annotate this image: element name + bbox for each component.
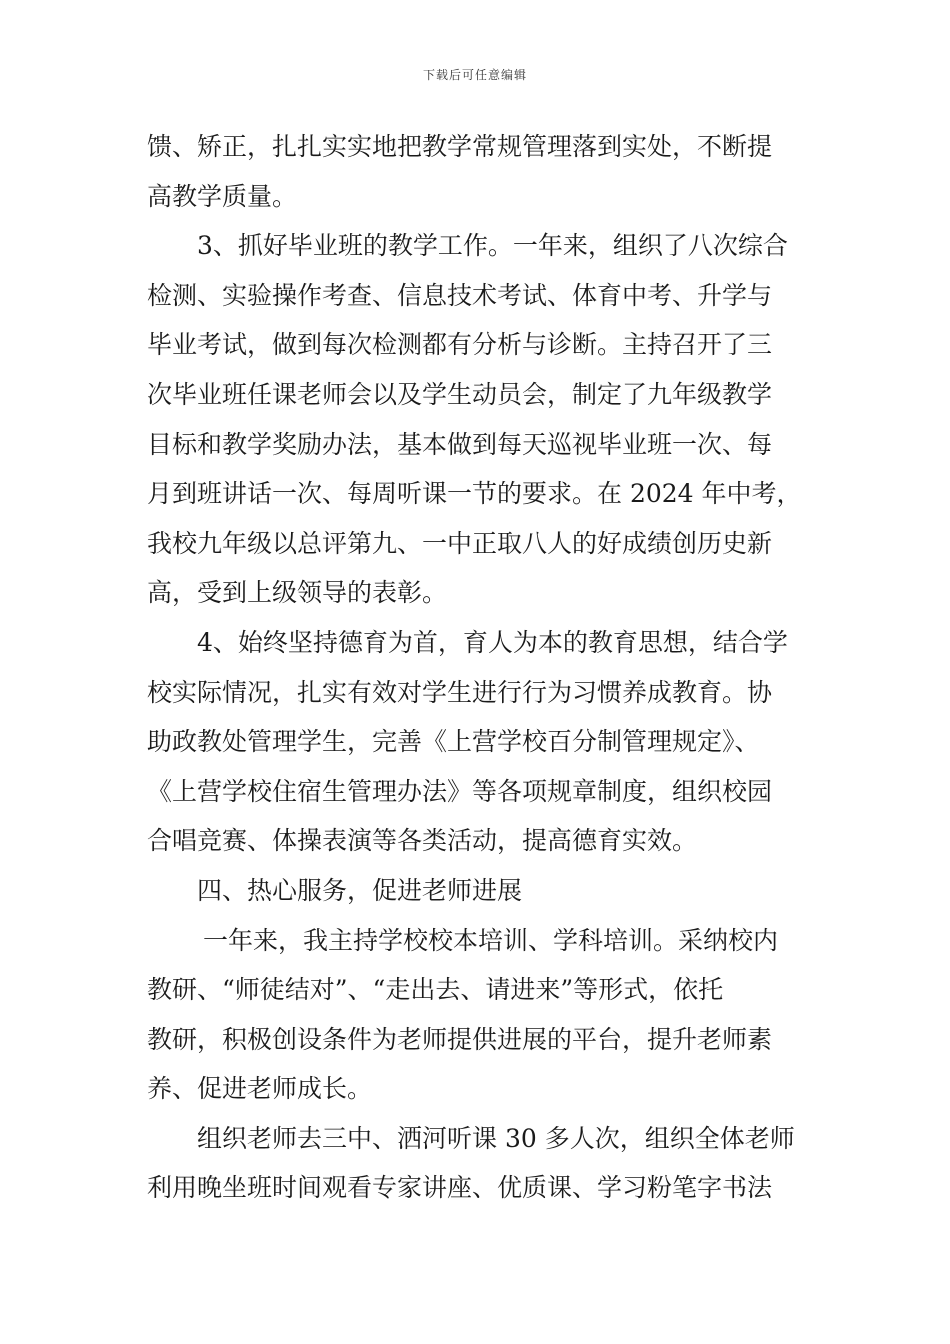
text-line: 检测、实验操作考查、信息技术考试、体育中考、升学与 (147, 280, 773, 310)
paragraph-start-line: 4、始终坚持德育为首，育人为本的教育思想，结合学 (197, 627, 788, 657)
section-heading: 四、热心服务，促进老师进展 (197, 875, 523, 905)
text-line: 养、促进老师成长。 (147, 1074, 373, 1104)
document-body (147, 122, 812, 1213)
text-line: 校实际情况，扎实有效对学生进行行为习惯养成教育。协 (147, 677, 773, 707)
text-line: 毕业考试，做到每次检测都有分析与诊断。主持召开了三 (147, 330, 773, 360)
text-line: 高教学质量。 (147, 181, 298, 211)
text-line: 目标和教学奖励办法，基本做到每天巡视毕业班一次、每 (147, 429, 773, 459)
text-line: 教研，积极创设条件为老师提供进展的平台，提升老师素 (147, 1024, 773, 1054)
text-line: 次毕业班任课老师会以及学生动员会，制定了九年级教学 (147, 379, 773, 409)
text-line: 利用晚坐班时间观看专家讲座、优质课、学习粉笔字书法 (147, 1173, 773, 1203)
paragraph-start-line: 3、抓好毕业班的教学工作。一年来，组织了八次综合 (197, 231, 788, 261)
paragraph-start-line: 一年来，我主持学校校本培训、学科培训。采纳校内 (203, 925, 779, 955)
paragraph-start-line: 组织老师去三中、洒河听课 30 多人次，组织全体老师 (197, 1123, 795, 1153)
text-line: 合唱竞赛、体操表演等各类活动，提高德育实效。 (147, 826, 698, 856)
text-line: 高，受到上级领导的表彰。 (147, 578, 448, 608)
text-line: 馈、矫正，扎扎实实地把教学常规管理落到实处，不断提 (147, 132, 773, 161)
text-line: 《上营学校住宿生管理办法》等各项规章制度，组织校园 (147, 776, 773, 806)
text-line: 我校九年级以总评第九、一中正取八人的好成绩创历史新 (147, 528, 773, 558)
text-line: 教研、“师徒结对”、“走出去、请进来”等形式，依托 (147, 975, 724, 1005)
page-header: 下载后可任意编辑 (422, 68, 527, 82)
text-line: 助政教处管理学生，完善《上营学校百分制管理规定》、 (147, 727, 760, 757)
text-line: 月到班讲话一次、每周听课一节的要求。在 2024 年中考， (147, 479, 802, 509)
